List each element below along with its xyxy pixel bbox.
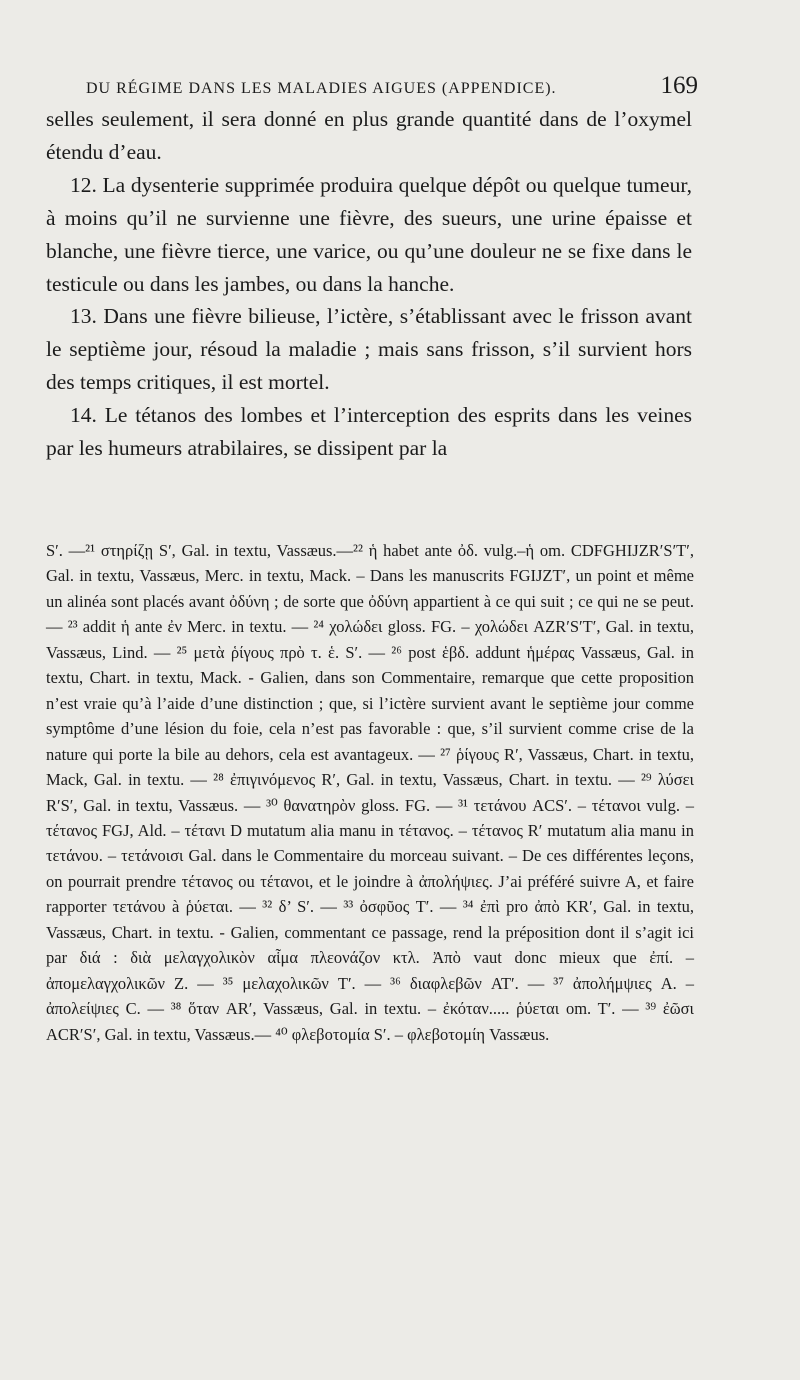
footnote-text: S′. —²¹ στηρίζῃ S′, Gal. in textu, Vassæus.—²² ἡ habet ante ὀδ. vulg.–ἡ om. CDFGHIJZR′S′T′, Gal. in textu, Vassæus, Merc. in textu, Mack. – Dans les manuscrits FGIJZT′, un point et même un alinéa sont placés avant ὀδύνη ; de sorte que ὀδύνη appartient à ce qui suit ; ce qui ne se peut. — ²³ addit ἡ ante ἐν Merc. in textu. — ²⁴ χολώδει gloss. FG. – χολώδει AZR′S′T′, Gal. in textu, Vassæus, Lind. — ²⁵ μετὰ ῥίγους πρὸ τ. ἑ. S′. — ²⁶ post ἑβδ. addunt ἡμέρας Vassæus, Gal. in textu, Chart. in textu, Mack. - Galien, dans son Commentaire, remarque que cette proposition n’est vraie qu’à l’aide d’une distinction ; que, si l’ictère survient avant le septième jour comme symptôme d’une lésion du foie, cela n’est pas favorable : que, s’il survient comme crise de la nature qui porte la bile au dehors, cela est avantageux. — ²⁷ ῥίγους R′, Vassæus, Chart. in textu, Mack, Gal. in textu. — ²⁸ ἐπιγινόμενος R′, Gal. in textu, Vassæus, Chart. in textu. — ²⁹ λύσει R′S′, Gal. in textu, Vassæus. — ³⁰ θανατηρὸν gloss. FG. — ³¹ τετάνου ACS′. – τέτανοι vulg. – τέτανος FGJ, Ald. – τέτανι D mutatum alia manu in τέτανος. – τέτανος R′ mutatum alia manu in τετάνου. – τετάνοισι Gal. dans le Commentaire du morceau suivant. – De ces différentes leçons, on pourrait prendre τέτανος ou τέτανοι, et le joindre à ἀπολήψιες. J’ai préféré suivre A, et faire rapporter τετάνου à ῥύεται. — ³² δ’ S′. — ³³ ὀσφῦος T′. — ³⁴ ἐπὶ pro ἀπὸ KR′, Gal. in textu, Vassæus, Chart. in textu. - Galien, commentant ce passage, rend la préposition dont il s’agit ici par διά : διὰ μελαγχολικὸν αἷμα πλεονάζον κτλ. Ἀπὸ vaut donc mieux que ἐπί. – ἀπομελαγχολικῶν Z. — ³⁵ μελαχολικῶν T′. — ³⁶ διαφλεβῶν AT′. — ³⁷ ἀπολήμψιες A. – ἀπολείψιες C. — ³⁸ ὅταν AR′, Vassæus, Gal. in textu. – ἐκόταν..... ῥύεται om. T′. — ³⁹ ἐῶσι ACR′S′, Gal. in textu, Vassæus.— ⁴⁰ φλεβοτομία S′. – φλεβοτομίη Vassæus.	[46, 541, 694, 1044]
continuation-paragraph: selles seulement, il sera donné en plus grande quantité dans de l’oxymel étendu d’eau.	[46, 107, 692, 164]
paragraph-12: 12. La dysenterie supprimée produira quelque dépôt ou quelque tumeur, à moins qu’il ne survienne une fièvre, des sueurs, une urine épaisse et blanche, une fièvre tierce, une varice, ou qu’une douleur ne se fixe dans le testicule ou dans les jambes, ou dans la hanche.	[46, 172, 692, 296]
paragraph-14: 14. Le tétanos des lombes et l’interception des esprits dans les veines par les humeurs atrabilaires, se dissipent par la	[46, 403, 692, 461]
main-text	[46, 103, 692, 465]
page-number: 169	[660, 72, 698, 99]
running-head	[86, 72, 698, 100]
running-title: DU RÉGIME DANS LES MALADIES AIGUES (APPENDICE).	[86, 80, 557, 97]
footnotes	[46, 538, 694, 1047]
paragraph-13: 13. Dans une fièvre bilieuse, l’ictère, s’établissant avec le frisson avant le septième jour, résoud la maladie ; mais sans frisson, s’il survient hors des temps critiques, il est mortel.	[46, 304, 692, 395]
